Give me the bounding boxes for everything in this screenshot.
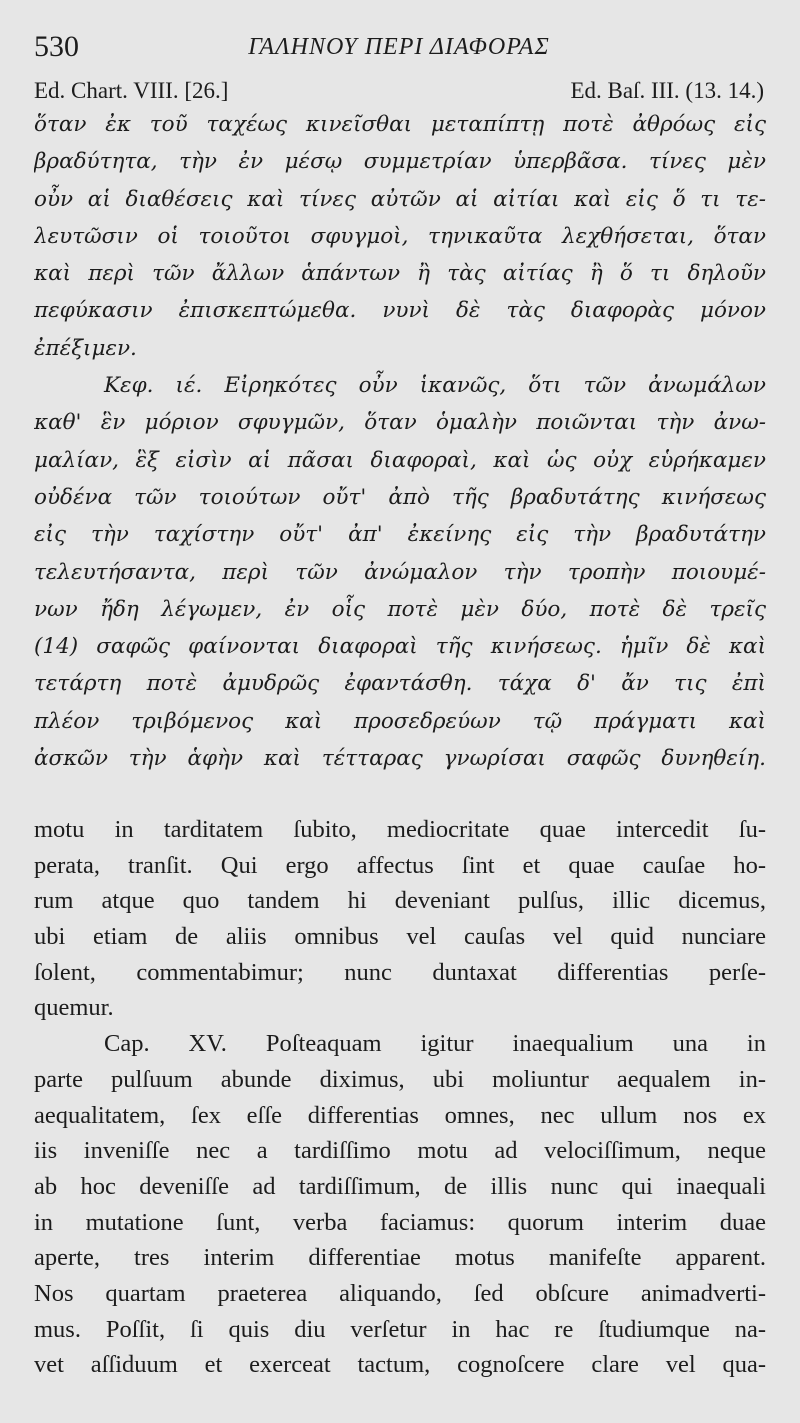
latin-text-block [34,812,766,1383]
greek-line: τετάρτη ποτὲ ἀμυδρῶς ἐφαντάσθη. τάχα δ' ἄν τις ἐπὶ [34,671,766,697]
edition-basel-reference: Ed. Baſ. III. (13. 14.) [570,78,764,103]
edition-chartier-reference: Ed. Chart. VIII. [26.] [34,78,229,103]
page-header [34,24,764,68]
latin-line: ſolent, commentabimur; nunc duntaxat differentias perſe- [34,958,766,986]
greek-line: τελευτήσαντα, περὶ τῶν ἀνώμαλον τὴν τροπὴν ποιουμέ- [34,559,766,585]
greek-line: μαλίαν, ἓξ εἰσὶν αἱ πᾶσαι διαφοραὶ, καὶ ὡς οὐχ εὑρήκαμεν [34,447,766,473]
latin-line: vet aſſiduum et exerceat tactum, cognoſcere clare vel qua- [34,1351,766,1379]
greek-line: ἀσκῶν τὴν ἁφὴν καὶ τέτταρας γνωρίσαι σαφῶς δυνηθείη. [34,746,766,772]
latin-line: aequalitatem, ſex eſſe differentias omnes, nec ullum nos ex [34,1101,766,1129]
greek-line: λευτῶσιν οἱ τοιοῦτοι σφυγμοὶ, τηνικαῦτα λεχθήσεται, ὅταν [34,223,766,249]
latin-line: Nos quartam praeterea aliquando, ſed obſcure animadverti- [34,1279,766,1307]
latin-line: iis inveniſſe nec a tardiſſimo motu ad velociſſimum, neque [34,1137,766,1165]
greek-line: πεφύκασιν ἐπισκεπτώμεθα. νυνὶ δὲ τὰς διαφορὰς μόνον [34,298,766,324]
latin-line: in mutatione ſunt, verba faciamus: quorum interim duae [34,1208,766,1236]
greek-line: οὖν αἱ διαθέσεις καὶ τίνες αὐτῶν αἱ αἰτίαι καὶ εἰς ὅ τι τε- [34,186,766,212]
greek-line: ὅταν ἐκ τοῦ ταχέως κινεῖσθαι μεταπίπτῃ ποτὲ ἀθρόως εἰς [34,112,766,137]
latin-line: ubi etiam de aliis omnibus vel cauſas vel quid nunciare [34,923,766,951]
latin-line: ab hoc deveniſſe ad tardiſſimum, de illis nunc qui inaequali [34,1172,766,1200]
latin-line: parte pulſuum abunde diximus, ubi moliuntur aequalem in- [34,1065,766,1093]
latin-line: motu in tarditatem ſubito, mediocritate quae intercedit ſu- [34,816,766,843]
latin-line: quemur. [34,994,114,1022]
greek-line: ἐπέξιμεν. [34,335,137,361]
latin-line: perata, tranſit. Qui ergo affectus ſint et quae cauſae ho- [34,851,766,879]
greek-line: καθ' ἓν μόριον σφυγμῶν, ὅταν ὁμαλὴν ποιῶνται τὴν ἀνω- [34,410,766,436]
greek-line: (14) σαφῶς φαίνονται διαφοραὶ τῆς κινήσεως. ἡμῖν δὲ καὶ [34,634,766,660]
latin-line: mus. Poſſit, ſi quis diu verſetur in hac re ſtudiumque na- [34,1315,766,1343]
greek-line: πλέον τριβόμενος καὶ προσεδρεύων τῷ πράγματι καὶ [34,708,766,734]
latin-line: aperte, tres interim differentiae motus manifeſte apparent. [34,1244,766,1272]
latin-chapter-heading-line: Cap. XV. Poſteaquam igitur inaequalium una in [104,1030,766,1058]
greek-line: οὐδένα τῶν τοιούτων οὔτ' ἀπὸ τῆς βραδυτάτης κινήσεως [34,484,766,510]
greek-text-block [34,106,766,777]
greek-line: βραδύτητα, τὴν ἐν μέσῳ συμμετρίαν ὑπερβᾶσα. τίνες μὲν [34,149,766,175]
page-number: 530 [34,30,79,63]
greek-chapter-heading-line: Κεφ. ιέ. Εἰρηκότες οὖν ἱκανῶς, ὅτι τῶν ἀνωμάλων [104,373,766,399]
greek-line: καὶ περὶ τῶν ἄλλων ἁπάντων ἢ τὰς αἰτίας ἢ ὅ τι δηλοῦν [34,261,766,287]
greek-line: νων ἤδη λέγωμεν, ἐν οἷς ποτὲ μὲν δύο, ποτὲ δὲ τρεῖς [34,596,766,622]
greek-line: εἰς τὴν ταχίστην οὔτ' ἀπ' ἐκείνης εἰς τὴν βραδυτάτην [34,522,766,548]
latin-line: rum atque quo tandem hi deveniant pulſus, illic dicemus, [34,887,766,915]
running-title: ΓΑΛΗΝΟΥ ΠΕΡΙ ΔΙΑΦΟΡΑΣ [248,34,550,60]
